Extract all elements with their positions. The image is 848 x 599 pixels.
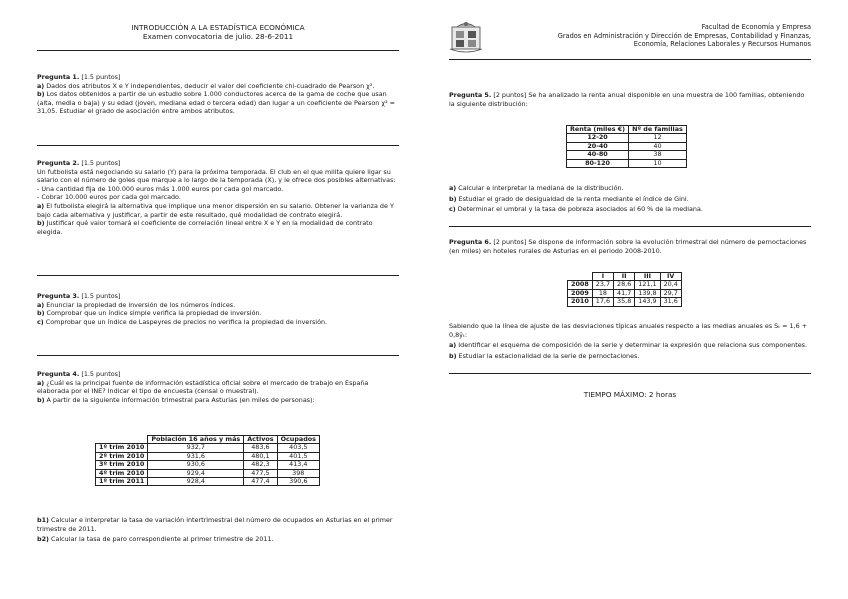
q2-a-label: a): [37, 201, 45, 210]
table-row: [96, 461, 320, 469]
col-header: Nº de familias: [629, 126, 687, 134]
cell: 35,8: [614, 298, 635, 306]
divider: [449, 226, 811, 227]
question-3: [37, 292, 399, 326]
income-bracket: 80-120: [567, 159, 629, 167]
degrees-line-2: Economía, Relaciones Laborales y Recursos Humanos: [633, 40, 811, 49]
col-header: III: [635, 273, 660, 281]
q3-a-text: Enunciar la propiedad de inversión de los números índices.: [44, 300, 236, 309]
q5-intro: [2 puntos] Se ha analizado la renta anual disponible en una muestra de 100 familias, obteniendo la siguiente distribución:: [449, 91, 805, 108]
course-title: INTRODUCCIÓN A LA ESTADÍSTICA ECONÓMICA: [131, 23, 305, 32]
cell: 403,5: [277, 444, 319, 452]
family-count: 38: [629, 151, 687, 159]
q5-c-label: c): [449, 205, 456, 214]
col-header: Población 16 años y más: [148, 436, 244, 444]
q2-b-text: Justificar qué valor tomará el coeficiente de correlación lineal entre X e Y en la modalidad de contrato elegida.: [37, 219, 373, 236]
table-row: [568, 298, 682, 306]
q2-a-text: El futbolista elegirá la alternativa que implique una menor dispersión en su salario. Obtener la varianza de Y bajo cada alternativa y justificar, a partir de este resultado, qué modalidad de contrato elegirá.: [37, 201, 394, 219]
divider: [37, 145, 399, 146]
q6-b-label: b): [449, 351, 457, 360]
row-label: 3º trim 2010: [96, 461, 148, 469]
q4-b1-text: Calcular e interpretar la tasa de variación intertrimestral del número de ocupados en Asturias en el primer trimestre de 2011.: [37, 516, 393, 533]
q4-points: [1.5 puntos]: [79, 370, 121, 378]
cell: 20,4: [660, 281, 681, 289]
exam-subtitle: Examen convocatoria de julio. 28-6-2011: [142, 32, 294, 41]
question-5: [449, 91, 811, 108]
q4-b1-label: b1): [37, 516, 49, 524]
cell: 932,7: [148, 444, 244, 452]
question-4-sub: [37, 516, 399, 544]
col-header: I: [592, 273, 613, 281]
question-2: [37, 159, 399, 236]
table-row: [567, 142, 687, 150]
q4-heading: Pregunta 4.: [37, 370, 80, 378]
cell: 928,4: [148, 478, 244, 486]
q4-b-text: A partir de la siguiente información trimestral para Asturias (en miles de personas):: [44, 395, 315, 404]
degrees-line-1: Grados en Administración y Dirección de Empresas, Contabilidad y Finanzas,: [557, 31, 811, 40]
cell: 121,1: [635, 281, 660, 289]
q6-a-label: a): [449, 341, 457, 350]
row-label: 4º trim 2010: [96, 469, 148, 477]
table-row: [567, 159, 687, 167]
family-count: 40: [629, 142, 687, 150]
q6-a-text: Identificar el esquema de composición de la serie y determinar la expresión que relaciona sus componentes.: [456, 341, 808, 350]
cell: 23,7: [592, 281, 613, 289]
cell: 929,4: [148, 469, 244, 477]
q6-text: Sabiendo que la línea de ajuste de las desviaciones típicas anuales respecto a las medias anuales es Sₜ = 1,6 + 0,8ȳₜ:: [449, 322, 808, 339]
q3-c-text: Comprobar que un índice de Laspeyres de precios no verifica la propiedad de inversión.: [43, 317, 328, 326]
col-header: Renta (miles €): [567, 126, 629, 134]
family-count: 12: [629, 134, 687, 142]
divider: [37, 275, 399, 276]
q4-b2-label: b2): [37, 535, 49, 544]
cell: 28,6: [614, 281, 635, 289]
income-bracket: 20-40: [567, 142, 629, 150]
cell: 143,9: [635, 298, 660, 306]
year-label: 2010: [568, 298, 593, 306]
q1-heading: Pregunta 1.: [37, 73, 80, 81]
cell: 29,7: [660, 289, 681, 297]
col-header: II: [614, 273, 635, 281]
q2-option-2: - Cobrar 10.000 euros por cada gol marcado.: [37, 193, 181, 202]
year-label: 2009: [568, 289, 593, 297]
cell: 413,4: [277, 461, 319, 469]
q1-b-text: Los datos obtenidos a partir de un estudio sobre 1.000 conductores acerca de la gama de coche que usan (alta, media o baja) y su edad (joven, mediana edad o tercera edad) dan lugar a un coeficiente de Pearson χ² = 31,05. Estudiar el grado de asociación entre ambos atributos.: [37, 90, 396, 116]
divider: [37, 50, 399, 51]
cell: 398: [277, 469, 319, 477]
cell: 477,5: [244, 469, 277, 477]
table-row: [567, 151, 687, 159]
overnight-table: [567, 272, 682, 307]
labour-table: [95, 435, 320, 486]
question-1: [37, 73, 399, 116]
year-label: 2008: [568, 281, 593, 289]
cell: 483,6: [244, 444, 277, 452]
q3-points: [1.5 puntos]: [79, 292, 121, 300]
row-label: 2º trim 2010: [96, 452, 148, 460]
faculty-name: Facultad de Economía y Empresa: [701, 23, 811, 31]
family-count: 10: [629, 159, 687, 167]
question-6-parts: [449, 322, 811, 360]
question-5-parts: [449, 184, 811, 214]
q4-a-label: a): [37, 378, 45, 387]
question-6: [449, 238, 811, 255]
q2-intro: Un futbolista está negociando su salario (Y) para la próxima temporada. El club en el que milita quiere ligar su salario con el número de goles que marque a lo largo de la temporada (X), y le ofrece dos posibles alternativas:: [37, 167, 396, 185]
q4-b2-text: Calcular la tasa de paro correspondiente al primer trimestre de 2011.: [48, 535, 274, 544]
income-bracket: 40-80: [567, 151, 629, 159]
q2-points: [1.5 puntos]: [79, 159, 121, 167]
col-header: Activos: [244, 436, 277, 444]
table-row: [96, 478, 320, 486]
q4-a-text: ¿Cuál es la principal fuente de información estadística oficial sobre el mercado de trabajo en España elaborada por el INE? Indicar el tipo de encuesta (censal o muestral).: [37, 378, 369, 396]
q2-b-label: b): [37, 219, 45, 228]
time-limit: TIEMPO MÁXIMO: 2 horas: [583, 390, 677, 399]
income-table: [566, 125, 687, 168]
q5-b-text: Estudiar el grado de desigualdad de la renta mediante el índice de Gini.: [456, 194, 689, 203]
q4-b-label: b): [37, 395, 45, 404]
cell: 930,6: [148, 461, 244, 469]
cell: 401,5: [277, 452, 319, 460]
q5-c-text: Determinar el umbral y la tasa de pobreza asociados al 60 % de la mediana.: [455, 205, 703, 214]
q5-a-text: Calcular e interpretar la mediana de la distribución.: [456, 184, 624, 192]
row-label: 1º trim 2010: [96, 444, 148, 452]
q1-a-label: a): [37, 81, 45, 90]
cell: 482,3: [244, 461, 277, 469]
col-header: IV: [660, 273, 681, 281]
income-bracket: 12-20: [567, 134, 629, 142]
q1-b-label: b): [37, 90, 45, 99]
q6-b-text: Estudiar la estacionalidad de la serie de pernoctaciones.: [456, 351, 640, 360]
divider: [449, 373, 811, 374]
question-4: [37, 370, 399, 404]
cell: 139,8: [635, 289, 660, 297]
q1-points: [1.5 puntos]: [79, 73, 121, 81]
table-row: [567, 134, 687, 142]
row-label: 1º trim 2011: [96, 478, 148, 486]
divider: [449, 59, 811, 60]
q6-intro: [2 puntos] Se dispone de información sobre la evolución trimestral del número de pernoctaciones (en miles) en hoteles rurales de Asturias en el periodo 2008-2010.: [449, 238, 807, 255]
q2-heading: Pregunta 2.: [37, 159, 80, 167]
q3-c-label: c): [37, 317, 44, 326]
q3-a-label: a): [37, 300, 45, 309]
cell: 18: [592, 289, 613, 297]
cell: 31,6: [660, 298, 681, 306]
q5-a-label: a): [449, 184, 457, 192]
q1-a-text: Dados dos atributos X e Y independientes, deducir el valor del coeficiente chi-cuadrado de Pearson χ².: [44, 81, 375, 90]
exam-header: [37, 23, 399, 41]
cell: 480,1: [244, 452, 277, 460]
cell: 17,6: [592, 298, 613, 306]
col-header: Ocupados: [277, 436, 319, 444]
divider: [37, 355, 399, 356]
faculty-header: [449, 23, 811, 49]
q6-heading: Pregunta 6.: [449, 238, 492, 246]
q5-b-label: b): [449, 194, 457, 203]
cell: 390,6: [277, 478, 319, 486]
q3-heading: Pregunta 3.: [37, 292, 80, 300]
q3-b-text: Comprobar que un índice simple verifica la propiedad de inversión.: [44, 309, 262, 318]
cell: 477,4: [244, 478, 277, 486]
q5-heading: Pregunta 5.: [449, 91, 492, 99]
q2-option-1: - Una cantidad fija de 100.000 euros más 1.000 euros por cada gol marcado.: [37, 184, 284, 193]
cell: 41,7: [614, 289, 635, 297]
cell: 931,6: [148, 452, 244, 460]
q3-b-label: b): [37, 309, 45, 318]
